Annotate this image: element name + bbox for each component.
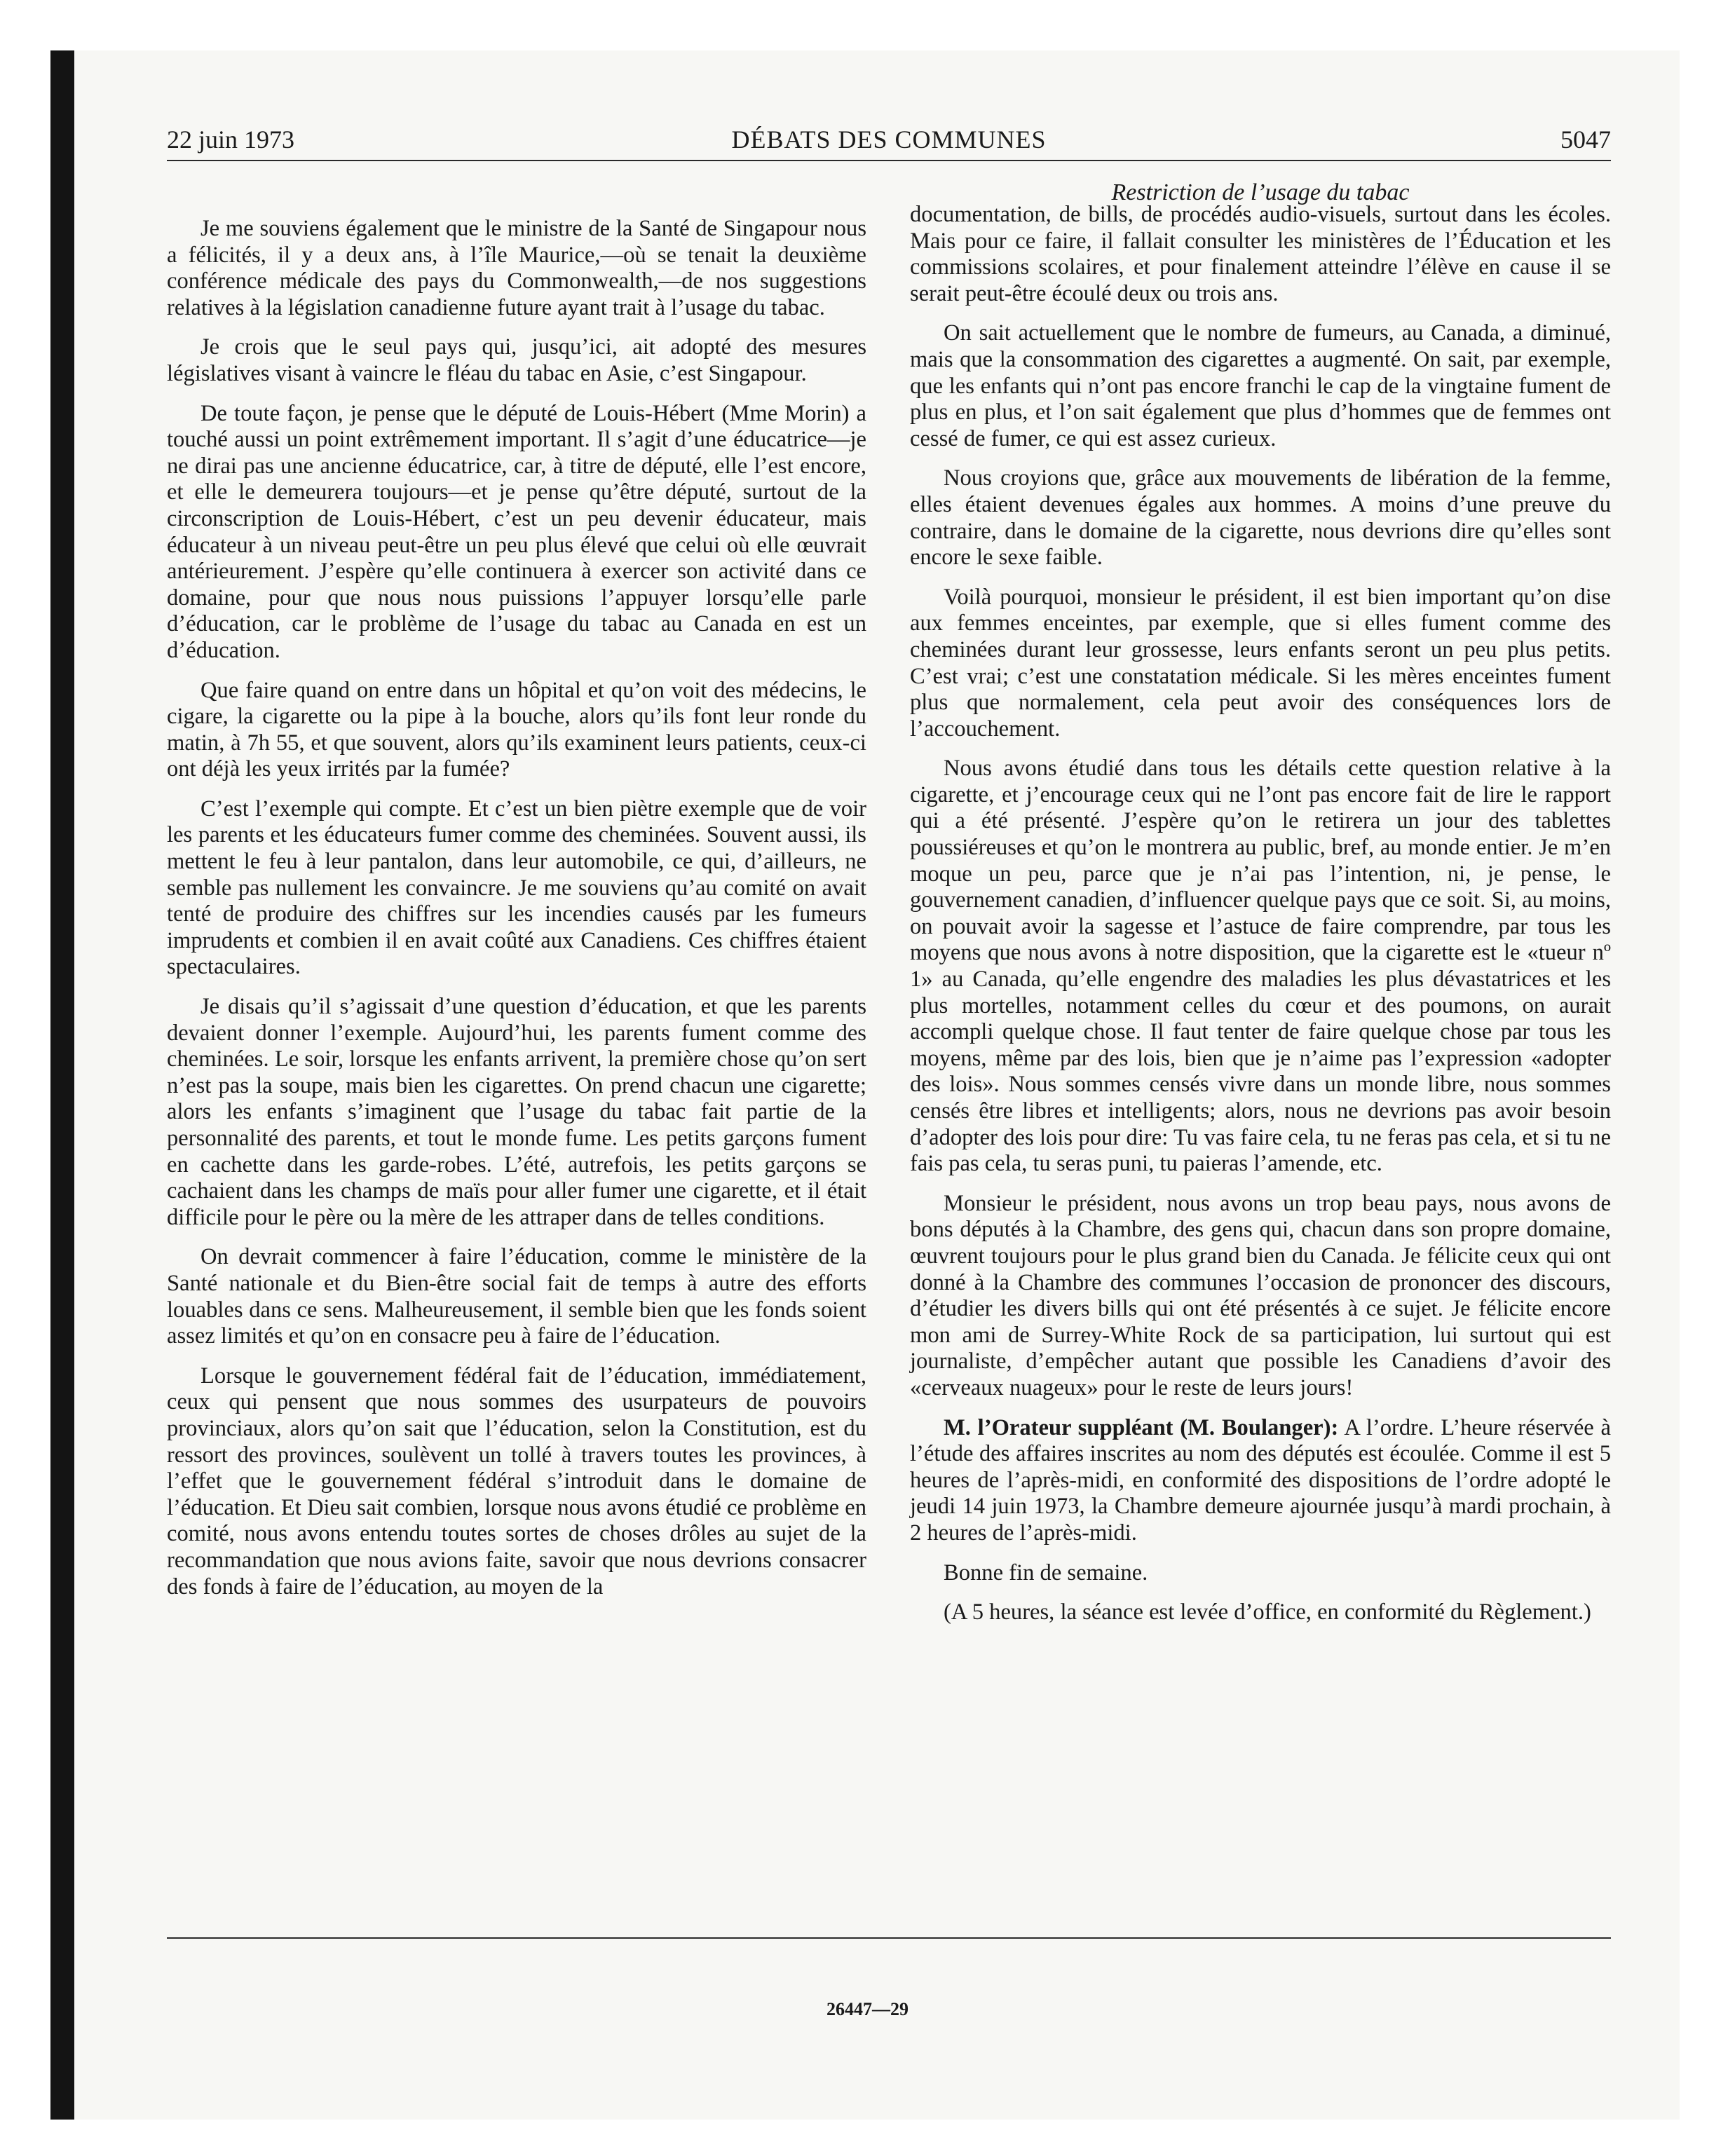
paragraph: Monsieur le président, nous avons un trop beau pays, nous avons de bons députés à la Chambre, des gens qui, chacun dans son propre domaine, œuvrent toujours pour le plus grand bien du Canada. Je félicite ceux qui ont donné à la Chambre des communes l’occasion de prononcer des discours, d’étudier les divers bills qui ont été présentés à ce sujet. Je félicite encore mon ami de Surrey-White Rock de sa participation, lui surtout qui est journaliste, d’empêcher autant que possible les Canadiens d’avoir des «cerveaux nuageux» pour le reste de leurs jours! xyxy=(910,1190,1611,1400)
footer-rule xyxy=(167,1937,1611,1939)
speaker-text: A l’ordre. L’heure réservée à l’étude des affaires inscrites au nom des députés est écoulée. Comme il est 5 heures de l’après-midi, en conformité des dispositions de l’ordre adopté le jeudi 14 juin 1973, la Chambre demeure ajournée jusqu’à mardi prochain, à 2 heures de l’après-midi. xyxy=(910,1414,1611,1546)
paragraph: Bonne fin de semaine. xyxy=(944,1560,1148,1585)
paragraph: Que faire quand on entre dans un hôpital et qu’on voit des médecins, le cigare, la cigarette ou la pipe à la bouche, alors qu’ils font leur ronde du matin, à 7h 55, et que souvent, alors qu’ils examinent leurs patients, ceux-ci ont déjà les yeux irrités par la fumée? xyxy=(167,677,866,782)
speaker-name: M. l’Orateur suppléant (M. Boulanger): xyxy=(944,1414,1339,1440)
header-date: 22 juin 1973 xyxy=(167,125,295,153)
left-column xyxy=(167,216,866,1600)
page-header xyxy=(167,125,1611,164)
paragraph: On sait actuellement que le nombre de fumeurs, au Canada, a diminué, mais que la consommation des cigarettes a augmenté. On sait, par exemple, que les enfants qui n’ont pas encore franchi le cap de la vingtaine fument de plus en plus, et l’on sait également que plus d’hommes que de femmes ont cessé de fumer, ce qui est assez curieux. xyxy=(910,320,1611,451)
paragraph: Nous avons étudié dans tous les détails cette question relative à la cigarette, et j’encourage ceux qui ne l’ont pas encore fait de lire le rapport qui a été présenté. J’espère qu’on le retirera un jour des tablettes poussiéreuses et qu’on le montrera au public, bref, au monde entier. Je m’en moque un peu, parce que je n’ai pas l’intention, ni, je pense, le gouvernement canadien, d’influencer quelque pays que ce soit. Si, au moins, on pouvait avoir la sagesse et l’astuce de faire comprendre, par tous les moyens que nous avons à notre disposition, que la cigarette est le «tueur nº 1» au Canada, qu’elle engendre des maladies les plus dévastatrices et les plus mortelles, notamment celles du cœur et des poumons, on aurait accompli quelque chose. Il faut tenter de faire quelque chose par tous les moyens, même par des lois, bien que je n’aime pas l’expression «adopter des lois». Nous sommes censés vivre dans un monde libre, nous sommes censés être libres et intelligents; alors, nous ne devrions pas avoir besoin d’adopter des lois pour dire: Tu vas faire cela, tu ne feras pas cela, et si tu ne fais pas cela, tu seras puni, tu paieras l’amende, etc. xyxy=(910,756,1611,1177)
paragraph: Je me souviens également que le ministre de la Santé de Singapour nous a félicités, il y a deux ans, à l’île Maurice,—où se tenait la deuxième conférence médicale des pays du Commonwealth,—de nos suggestions relatives à la législation canadienne future ayant trait à l’usage du tabac. xyxy=(167,216,866,320)
scan-border xyxy=(50,50,74,2120)
paragraph: Nous croyions que, grâce aux mouvements de libération de la femme, elles étaient devenues égales aux hommes. A moins d’une preuve du contraire, dans le domaine de la cigarette, nous devrions dire qu’elles sont encore le sexe faible. xyxy=(910,465,1611,571)
paragraph: Je crois que le seul pays qui, jusqu’ici, ait adopté des mesures législatives visant à vaincre le fléau du tabac en Asie, c’est Singapour. xyxy=(167,334,866,386)
paragraph: Voilà pourquoi, monsieur le président, il est bien important qu’on dise aux femmes enceintes, par exemple, que si elles fument comme des cheminées durant leur grossesse, leurs enfants seront un peu plus petits. C’est vrai; c’est une constatation médicale. Si les mères enceintes fument plus que normalement, cela peut avoir des conséquences lors de l’accouchement. xyxy=(910,584,1611,742)
footer-code: 26447—29 xyxy=(826,1999,909,2019)
paragraph: Lorsque le gouvernement fédéral fait de l’éducation, immédiatement, ceux qui pensent que nous sommes des usurpateurs de pouvoirs provinciaux, alors qu’on sait que l’éducation, selon la Constitution, est du ressort des provinces, soulèvent un tollé à travers toutes les provinces, à l’effet que le gouvernement fédéral s’introduit dans le domaine de l’éducation. Et Dieu sait combien, lorsque nous avons étudié ce problème en comité, nous avons entendu toutes sortes de choses drôles au sujet de la recommandation que nous avions faite, savoir que nous devrions consacrer des fonds à faire de l’éducation, au moyen de la xyxy=(167,1363,866,1599)
paragraph: Je disais qu’il s’agissait d’une question d’éducation, et que les parents devaient donner l’exemple. Aujourd’hui, les parents fument comme des cheminées. Le soir, lorsque les enfants arrivent, la première chose qu’on sert n’est pas la soupe, mais bien les cigarettes. On prend chacun une cigarette; alors les enfants s’imaginent que l’usage du tabac fait partie de la personnalité des parents, et tout le monde fume. Les petits garçons fument en cachette dans les garde-robes. L’été, autrefois, les petits garçons se cachaient dans les champs de maïs pour aller fumer une cigarette, et il était difficile pour le père ou la mère de les attraper dans de telles conditions. xyxy=(167,994,866,1230)
paragraph: documentation, de bills, de procédés audio-visuels, surtout dans les écoles. Mais pour ce faire, il fallait consulter les ministères de l’Éducation et les commissions scolaires, et pour finalement atteindre l’élève en cause il se serait peut-être écoulé deux ou trois ans. xyxy=(910,202,1611,306)
right-column xyxy=(910,202,1611,1626)
header-rule xyxy=(167,160,1611,161)
header-title: DÉBATS DES COMMUNES xyxy=(731,125,1047,153)
paragraph: (A 5 heures, la séance est levée d’office, en conformité du Règlement.) xyxy=(944,1599,1591,1625)
paragraph: C’est l’exemple qui compte. Et c’est un bien piètre exemple que de voir les parents et les éducateurs fumer comme des cheminées. Souvent aussi, ils mettent le feu à leur pantalon, dans leur automobile, ce qui, d’ailleurs, ne semble pas nullement les convaincre. Je me souviens qu’au comité on avait tenté de produire des chiffres sur les incendies causés par les fumeurs imprudents et combien il en avait coûté aux Canadiens. Ces chiffres étaient spectaculaires. xyxy=(167,796,866,980)
page-number: 5047 xyxy=(1560,125,1611,153)
speaker-paragraph xyxy=(910,1415,1611,1547)
paragraph: De toute façon, je pense que le député de Louis-Hébert (Mme Morin) a touché aussi un point extrêmement important. Il s’agit d’une éducatrice—je ne dirai pas une ancienne éducatrice, car, à titre de député, elle l’est encore, et elle le demeurera toujours—et je pense qu’être député, surtout de la circonscription de Louis-Hébert, c’est un peu devenir éducateur, mais éducateur à un niveau peut-être un peu plus élevé que celui où elle œuvrait antérieurement. J’espère qu’elle continuera à exercer son activité dans ce domaine, pour que nous nous puissions l’appuyer lorsqu’elle parle d’éducation, car le problème de l’usage du tabac au Canada en est un d’éducation. xyxy=(167,400,866,663)
paragraph: On devrait commencer à faire l’éducation, comme le ministère de la Santé nationale et du Bien-être social fait de temps à autre des efforts louables dans ce sens. Malheureusement, il semble bien que les fonds soient assez limités et qu’on en consacre peu à faire de l’éducation. xyxy=(167,1244,866,1349)
running-head: Restriction de l’usage du tabac xyxy=(1111,179,1410,205)
